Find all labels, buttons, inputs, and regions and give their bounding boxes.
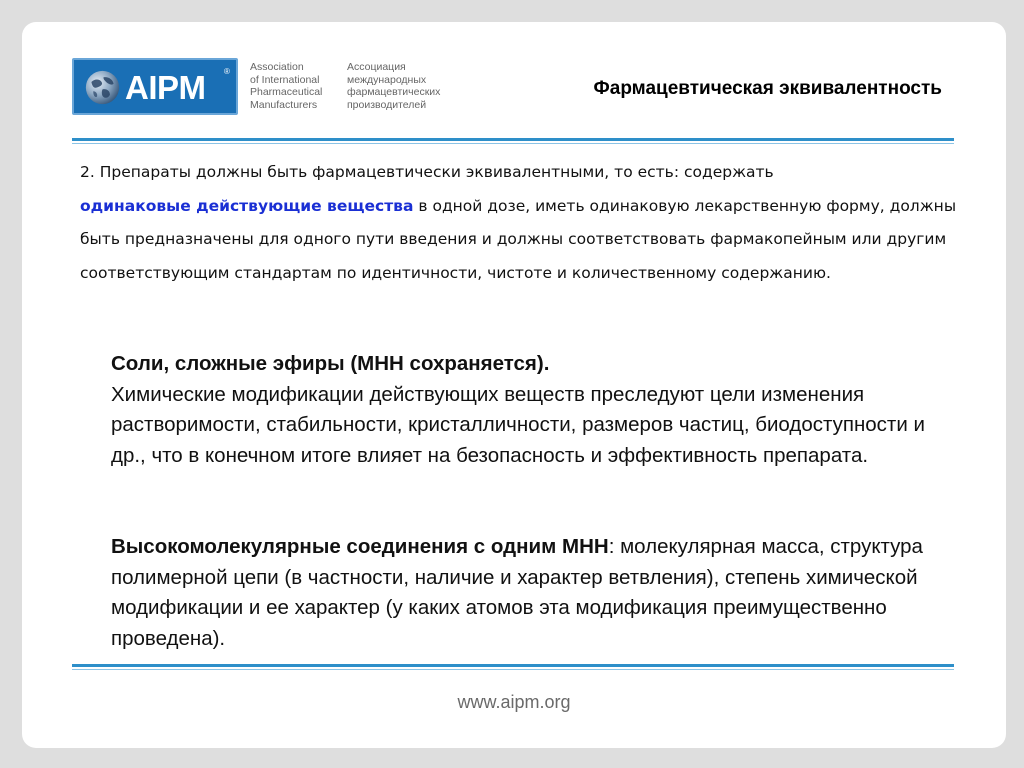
slide — [22, 22, 1006, 748]
section-heading: Высокомолекулярные соединения с одним МНН — [111, 535, 609, 558]
page-title: Фармацевтическая эквивалентность — [593, 78, 942, 99]
footer-url: www.aipm.org — [457, 692, 571, 712]
section-body: : молекулярная масса, структура полимерной цепи (в частности, наличие и характер ветвления), степень химической модификации и ее характер (у каких атомов эта модификация преимущественно проведена). — [111, 535, 923, 650]
association-name-ru: Ассоциация международных фармацевтических производителей — [347, 61, 441, 111]
intro-text-part2: в одной дозе, иметь одинаковую лекарственную форму, должны быть предназначены для одного пути введения и должны соответствовать фармакопейным или другим соответствующим стандартам по идентичности, чистоте и количественному содержанию. — [80, 196, 957, 282]
top-divider — [72, 138, 954, 144]
high-molecular-section — [111, 532, 951, 654]
logo-wordmark: AIPM — [125, 69, 206, 106]
association-name-en: Association of International Pharmaceutical Manufacturers — [250, 61, 323, 111]
intro-text-part1: 2. Препараты должны быть фармацевтически эквивалентными, то есть: содержать — [80, 163, 774, 181]
section-heading: Соли, сложные эфиры (МНН сохраняется). — [111, 352, 550, 375]
bottom-divider — [72, 664, 954, 670]
salts-esters-section — [111, 349, 951, 471]
globe-icon — [84, 69, 121, 106]
intro-paragraph — [80, 156, 960, 290]
section-body: Химические модификации действующих веществ преследуют цели изменения растворимости, стабильности, кристалличности, размеров частиц, биодоступности и др., что в конечном итоге влияет на безопасность и эффективность препарата. — [111, 382, 925, 467]
registered-mark: ® — [224, 67, 230, 76]
aipm-logo — [72, 58, 238, 115]
intro-highlight: одинаковые действующие вещества — [80, 196, 414, 215]
